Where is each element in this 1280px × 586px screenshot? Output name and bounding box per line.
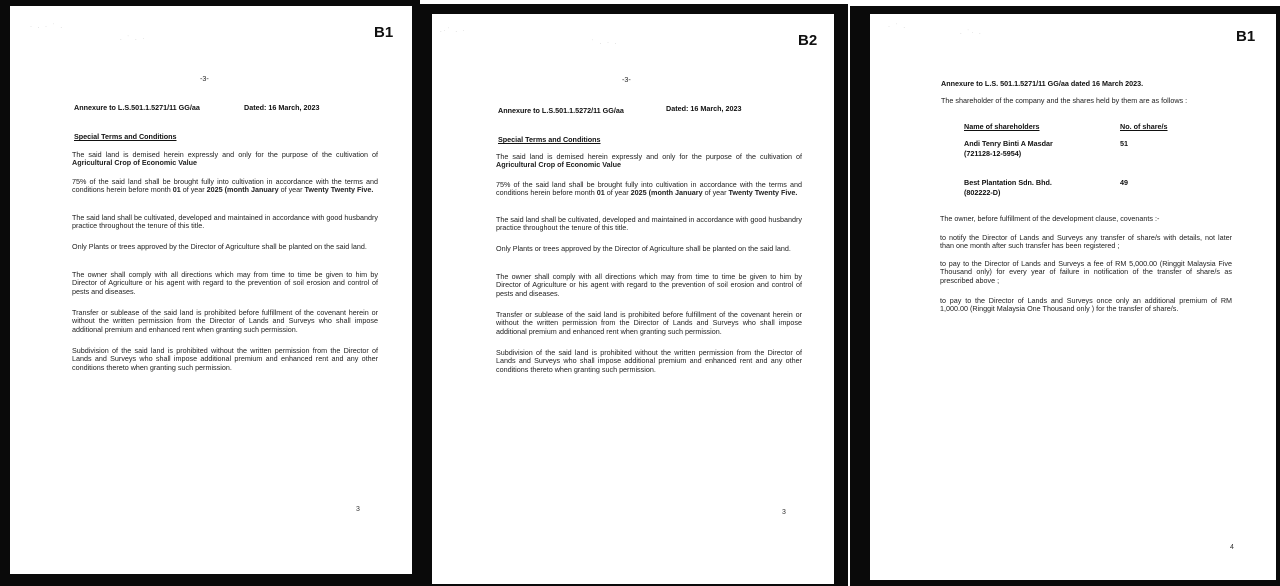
clause-paragraph: Subdivision of the said land is prohibited without the written permission from the Director of Lands and Surveys who shall impose additional premium and enhanced rent and any other conditions thereto when granting such permission. [72, 346, 378, 372]
exhibit-label: B1 [374, 24, 394, 41]
scan-noise: . ˙ . · [120, 36, 147, 42]
clause-paragraph: Subdivision of the said land is prohibited without the written permission from the Director of Lands and Surveys who shall impose additional premium and enhanced rent and any other conditions thereto when granting such permission. [496, 348, 802, 374]
scan-noise: .·˙ . · [440, 28, 467, 34]
section-heading: Special Terms and Conditions [74, 132, 177, 141]
clause-paragraph: The said land is demised herein expressly and only for the purpose of the cultivation of Agricultural Crop of Economic Value [496, 152, 802, 170]
clause-paragraph: The owner shall comply with all directions which may from time to time be given to him by Director of Agriculture or his agent with regard to the prevention of soil erosion and control of pests and diseases. [496, 272, 802, 298]
shareholder-name: Andi Tenry Binti A Masdar [964, 139, 1053, 148]
clause-paragraph: Only Plants or trees approved by the Director of Agriculture shall be planted on the said land. [72, 242, 367, 251]
document-date: Dated: 16 March, 2023 [244, 103, 320, 112]
share-count: 51 [1120, 139, 1128, 148]
clause-paragraph: The said land is demised herein expressly and only for the purpose of the cultivation of Agricultural Crop of Economic Value [72, 150, 378, 168]
covenant-intro: The owner, before fulfillment of the development clause, covenants :- [940, 214, 1160, 223]
clause-paragraph: The said land shall be cultivated, developed and maintained in accordance with good husbandry practice throughout the tenure of this title. [496, 215, 802, 233]
clause-paragraph: 75% of the said land shall be brought fully into cultivation in accordance with the terms and conditions herein before month 01 of year 2025 (month January of year Twenty Twenty Five. [496, 180, 802, 198]
shareholder-intro: The shareholder of the company and the shares held by them are as follows : [941, 96, 1188, 105]
scan-noise: ˙ . · . [592, 40, 619, 46]
shareholder-id: (721128-12-5954) [964, 149, 1022, 158]
shareholder-id: (802222-D) [964, 188, 1001, 197]
page-number: 3 [356, 506, 360, 513]
covenant-item: to pay to the Director of Lands and Surveys a fee of RM 5,000.00 (Ringgit Malaysia Five Thousand only) for every year of failure in notification of the transfer of share/s as prescribed above ; [940, 259, 1232, 285]
annexure-reference: Annexure to L.S. 501.1.5271/11 GG/aa dated 16 March 2023. [941, 79, 1144, 88]
page-marker: -3- [200, 74, 209, 83]
page-marker: -3- [622, 75, 631, 84]
exhibit-label: B2 [798, 32, 818, 49]
annexure-reference: Annexure to L.S.501.1.5271/11 GG/aa [74, 103, 200, 112]
section-heading: Special Terms and Conditions [498, 135, 601, 144]
shareholder-name: Best Plantation Sdn. Bhd. [964, 178, 1052, 187]
clause-paragraph: The owner shall comply with all directions which may from time to time be given to him by Director of Agriculture or his agent with regard to the prevention of soil erosion and control of pests and diseases. [72, 270, 378, 296]
document-page-b1-left [10, 6, 412, 574]
annexure-reference: Annexure to L.S.501.1.5272/11 GG/aa [498, 106, 624, 115]
share-count: 49 [1120, 178, 1128, 187]
document-date: Dated: 16 March, 2023 [666, 104, 742, 113]
share-count-column-header: No. of share/s [1120, 122, 1168, 131]
shareholder-name-column-header: Name of shareholders [964, 122, 1040, 131]
page-number: 4 [1230, 544, 1234, 551]
clause-paragraph: Transfer or sublease of the said land is prohibited before fulfillment of the covenant herein or without the written permission from the Director of Lands and Surveys who shall impose additional premium and enhanced rent when granting such permission. [72, 308, 378, 334]
scan-noise: · ˙ . [888, 24, 907, 30]
document-page-b1-right [870, 14, 1276, 580]
covenant-item: to notify the Director of Lands and Surveys any transfer of share/s with details, not later than one month after such transfer has been registered ; [940, 233, 1232, 251]
page-number: 3 [782, 509, 786, 516]
clause-paragraph: The said land shall be cultivated, developed and maintained in accordance with good husbandry practice throughout the tenure of this title. [72, 213, 378, 231]
scan-noise: . ˙· . [960, 30, 983, 36]
clause-paragraph: Transfer or sublease of the said land is prohibited before fulfillment of the covenant herein or without the written permission from the Director of Lands and Surveys who shall impose additional premium and enhanced rent when granting such permission. [496, 310, 802, 336]
exhibit-label: B1 [1236, 28, 1256, 45]
clause-paragraph: Only Plants or trees approved by the Director of Agriculture shall be planted on the said land. [496, 244, 791, 253]
covenant-item: to pay to the Director of Lands and Surveys once only an additional premium of RM 1,000.00 (Ringgit Malaysia One Thousand only ) for the transfer of share/s. [940, 296, 1232, 314]
scan-noise: · . · ˙ . [30, 24, 64, 30]
clause-paragraph: 75% of the said land shall be brought fully into cultivation in accordance with the terms and conditions herein before month 01 of year 2025 (month January of year Twenty Twenty Five. [72, 177, 378, 195]
document-page-b2 [432, 14, 834, 584]
